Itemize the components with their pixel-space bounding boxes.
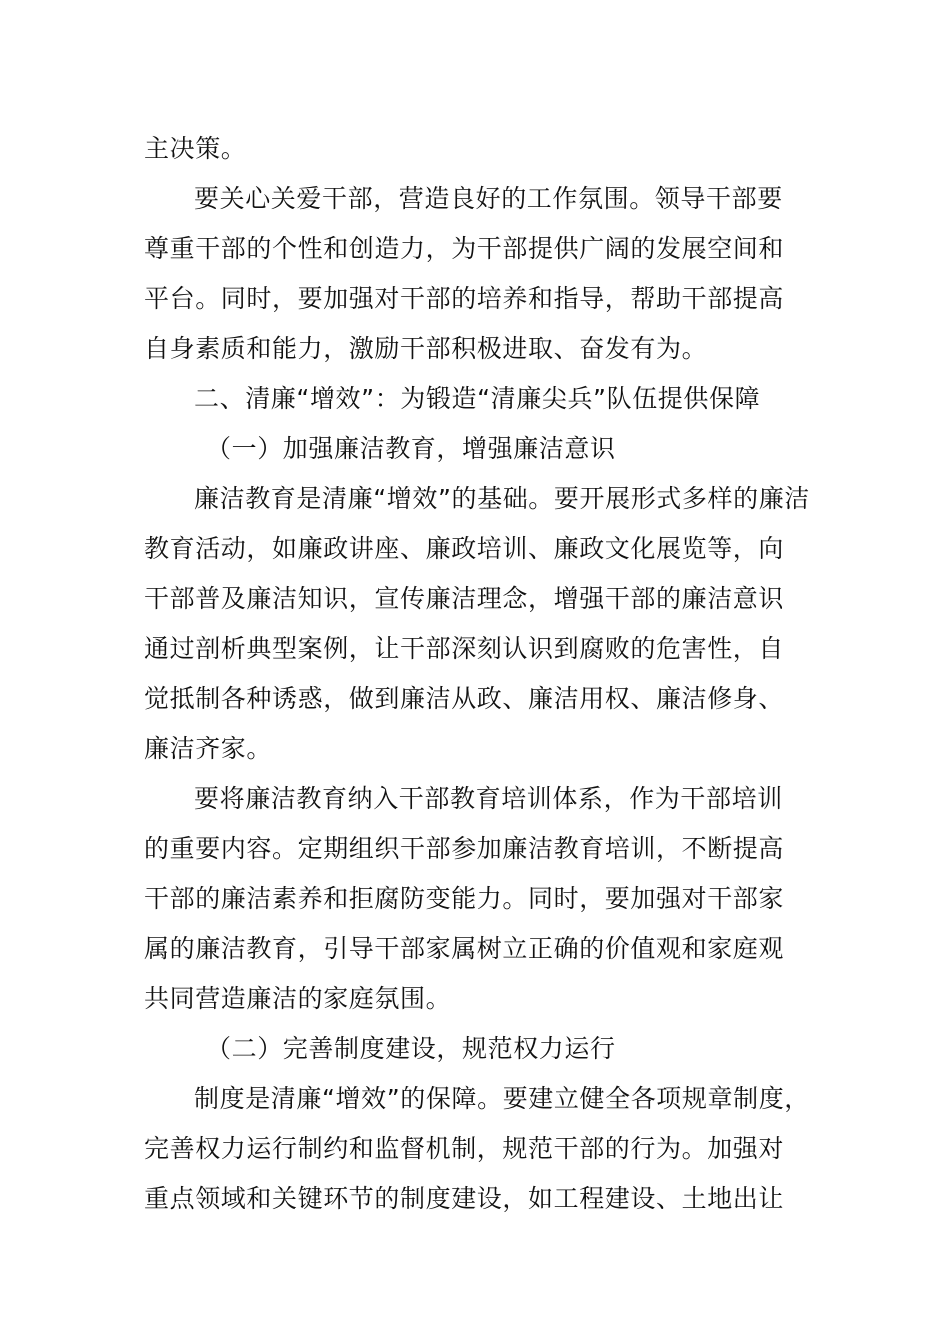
text-line: 通过剖析典型案例，让干部深刻认识到腐败的危害性，自 [144, 634, 785, 663]
paragraph-start: 要将廉洁教育纳入干部教育培训体系，作为干部培训 [194, 784, 783, 813]
text-line: 重点领域和关键环节的制度建设，如工程建设、土地出让 [144, 1184, 785, 1213]
text-line: 平台。同时，要加强对干部的培养和指导，帮助干部提高 [144, 284, 785, 313]
text-line: 属的廉洁教育，引导干部家属树立正确的价值观和家庭观 [144, 934, 785, 963]
text-line: 尊重干部的个性和创造力，为干部提供广阔的发展空间和 [144, 234, 785, 263]
paragraph-start: 廉洁教育是清廉“增效”的基础。要开展形式多样的廉洁 [194, 484, 810, 513]
text-line: 主决策。 [144, 134, 247, 163]
text-line: 教育活动，如廉政讲座、廉政培训、廉政文化展览等，向 [144, 534, 785, 563]
subsection-heading: （二）完善制度建设，规范权力运行 [206, 1034, 616, 1063]
subsection-heading: （一）加强廉洁教育，增强廉洁意识 [206, 434, 616, 463]
text-line: 自身素质和能力，激励干部积极进取、奋发有为。 [144, 334, 708, 363]
paragraph-start: 要关心关爱干部，营造良好的工作氛围。领导干部要 [194, 184, 783, 213]
text-line: 完善权力运行制约和监督机制，规范干部的行为。加强对 [144, 1134, 785, 1163]
text-line: 干部普及廉洁知识，宣传廉洁理念，增强干部的廉洁意识 [144, 584, 785, 613]
text-line: 共同营造廉洁的家庭氛围。 [144, 984, 452, 1013]
text-line: 廉洁齐家。 [144, 734, 273, 763]
text-line: 干部的廉洁素养和拒腐防变能力。同时，要加强对干部家 [144, 884, 785, 913]
section-heading: 二、清廉“增效”：为锻造“清廉尖兵”队伍提供保障 [194, 384, 761, 413]
paragraph-start: 制度是清廉“增效”的保障。要建立健全各项规章制度， [194, 1084, 810, 1113]
text-line: 觉抵制各种诱惑，做到廉洁从政、廉洁用权、廉洁修身、 [144, 684, 785, 713]
text-line: 的重要内容。定期组织干部参加廉洁教育培训，不断提高 [144, 834, 785, 863]
